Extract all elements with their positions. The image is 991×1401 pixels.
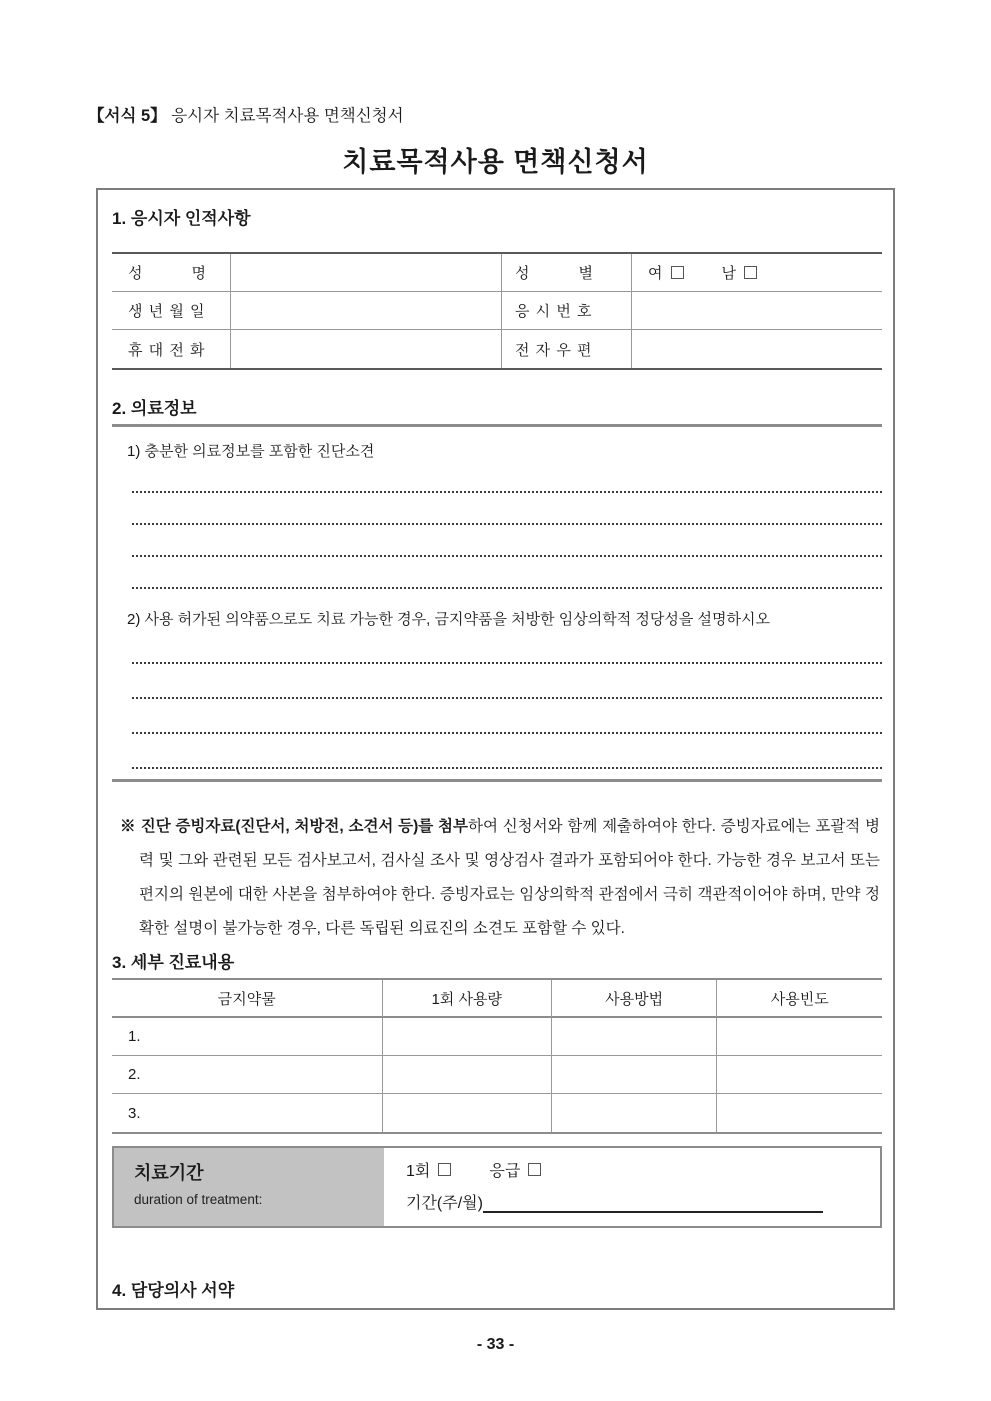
email-field[interactable] (631, 330, 882, 368)
row2-number: 2. (112, 1056, 382, 1094)
treatment-detail-table (112, 978, 882, 1134)
treatment-duration-label-ko: 치료기간 (134, 1163, 204, 1183)
writing-line[interactable] (132, 664, 882, 699)
treatment-options-row (406, 1159, 880, 1179)
col-header-usage-method: 사용방법 (551, 980, 717, 1018)
male-label: 남 (721, 265, 736, 282)
col-header-usage-frequency: 사용빈도 (716, 980, 882, 1018)
col-header-prohibited-drug: 금지약물 (112, 980, 382, 1018)
birthdate-field[interactable] (230, 292, 501, 330)
section2-divider (112, 424, 882, 427)
birthdate-label: 생 년 월 일 (112, 292, 230, 330)
period-row (406, 1191, 880, 1213)
writing-line[interactable] (132, 525, 882, 557)
form-box (96, 188, 895, 1310)
row3-frequency-cell[interactable] (716, 1094, 882, 1132)
exam-number-field[interactable] (631, 292, 882, 330)
writing-line[interactable] (132, 629, 882, 664)
treatment-duration-header (114, 1148, 384, 1226)
treatment-duration-box (112, 1146, 882, 1228)
attachment-note-bold: ※ 진단 증빙자료(진단서, 처방전, 소견서 등)를 첨부 (120, 818, 468, 835)
section1-heading: 1. 응시자 인적사항 (112, 209, 251, 228)
male-checkbox[interactable] (744, 266, 757, 279)
emergency-checkbox[interactable] (528, 1163, 541, 1176)
row1-number: 1. (112, 1018, 382, 1056)
writing-line[interactable] (132, 461, 882, 493)
personal-info-table (112, 252, 882, 370)
once-label: 1회 (406, 1162, 431, 1180)
row2-frequency-cell[interactable] (716, 1056, 882, 1094)
section3-heading: 3. 세부 진료내용 (112, 953, 235, 972)
exam-number-label: 응 시 번 호 (501, 292, 631, 330)
writing-line[interactable] (132, 493, 882, 525)
section4-heading: 4. 담당의사 서약 (112, 1281, 235, 1300)
email-label: 전 자 우 편 (501, 330, 631, 368)
attachment-note-rest: 하여 신청서와 함께 제출하여야 한다. 증빙자료에는 포괄적 병력 및 그와 관련된 모든 검사보고서, 검사실 조사 및 영상검사 결과가 포함되어야 한다. 가능한 경우 보고서 또는 편지의 원본에 대한 사본을 첨부하여야 한다. 증빙자료는 임상의학적 관점에서 극히 객관적이어야 하며, 만약 정확한 설명이 불가능한 경우, 다른 독립된 의료진의 소견도 포함할 수 있다. (139, 818, 881, 937)
once-checkbox[interactable] (438, 1163, 451, 1176)
writing-line[interactable] (132, 557, 882, 589)
section2-heading: 2. 의료정보 (112, 399, 197, 418)
writing-line[interactable] (132, 734, 882, 769)
female-checkbox[interactable] (671, 266, 684, 279)
attachment-note (120, 810, 880, 946)
name-label: 성 명 (112, 254, 230, 292)
period-blank-field[interactable] (483, 1195, 823, 1213)
form-label-text: 응시자 치료목적사용 면책신청서 (166, 107, 404, 125)
sex-field (631, 254, 882, 292)
form-label-number: 【서식 5】 (88, 107, 167, 125)
question2-label: 2) 사용 허가된 의약품으로도 치료 가능한 경우, 금지약품을 처방한 임상의학적 정당성을 설명하시오 (127, 611, 770, 628)
row1-dose-cell[interactable] (382, 1018, 551, 1056)
phone-label: 휴 대 전 화 (128, 341, 206, 359)
row1-method-cell[interactable] (551, 1018, 717, 1056)
form-label (88, 102, 991, 125)
row1-frequency-cell[interactable] (716, 1018, 882, 1056)
name-field[interactable] (230, 254, 501, 292)
row2-dose-cell[interactable] (382, 1056, 551, 1094)
female-label: 여 (648, 265, 663, 282)
writing-line[interactable] (132, 699, 882, 734)
row3-dose-cell[interactable] (382, 1094, 551, 1132)
page-title: 치료목적사용 면책신청서 (342, 147, 649, 177)
row3-number: 3. (128, 1104, 141, 1122)
question2-answer-area (132, 629, 882, 769)
section2-end-divider (112, 779, 882, 782)
row2-method-cell[interactable] (551, 1056, 717, 1094)
period-label: 기간(주/월) (406, 1195, 483, 1212)
treatment-duration-label-en: duration of treatment: (134, 1192, 263, 1207)
phone-field[interactable] (230, 330, 501, 368)
sex-label: 성 별 (501, 254, 631, 292)
row3-method-cell[interactable] (551, 1094, 717, 1132)
col-header-dose-per-use: 1회 사용량 (382, 980, 551, 1018)
question1-label: 1) 충분한 의료정보를 포함한 진단소견 (127, 443, 375, 460)
emergency-label: 응급 (489, 1162, 521, 1180)
treatment-duration-fields (384, 1148, 880, 1226)
question1-answer-area (132, 461, 882, 589)
page-number: - 33 - (476, 1336, 515, 1353)
